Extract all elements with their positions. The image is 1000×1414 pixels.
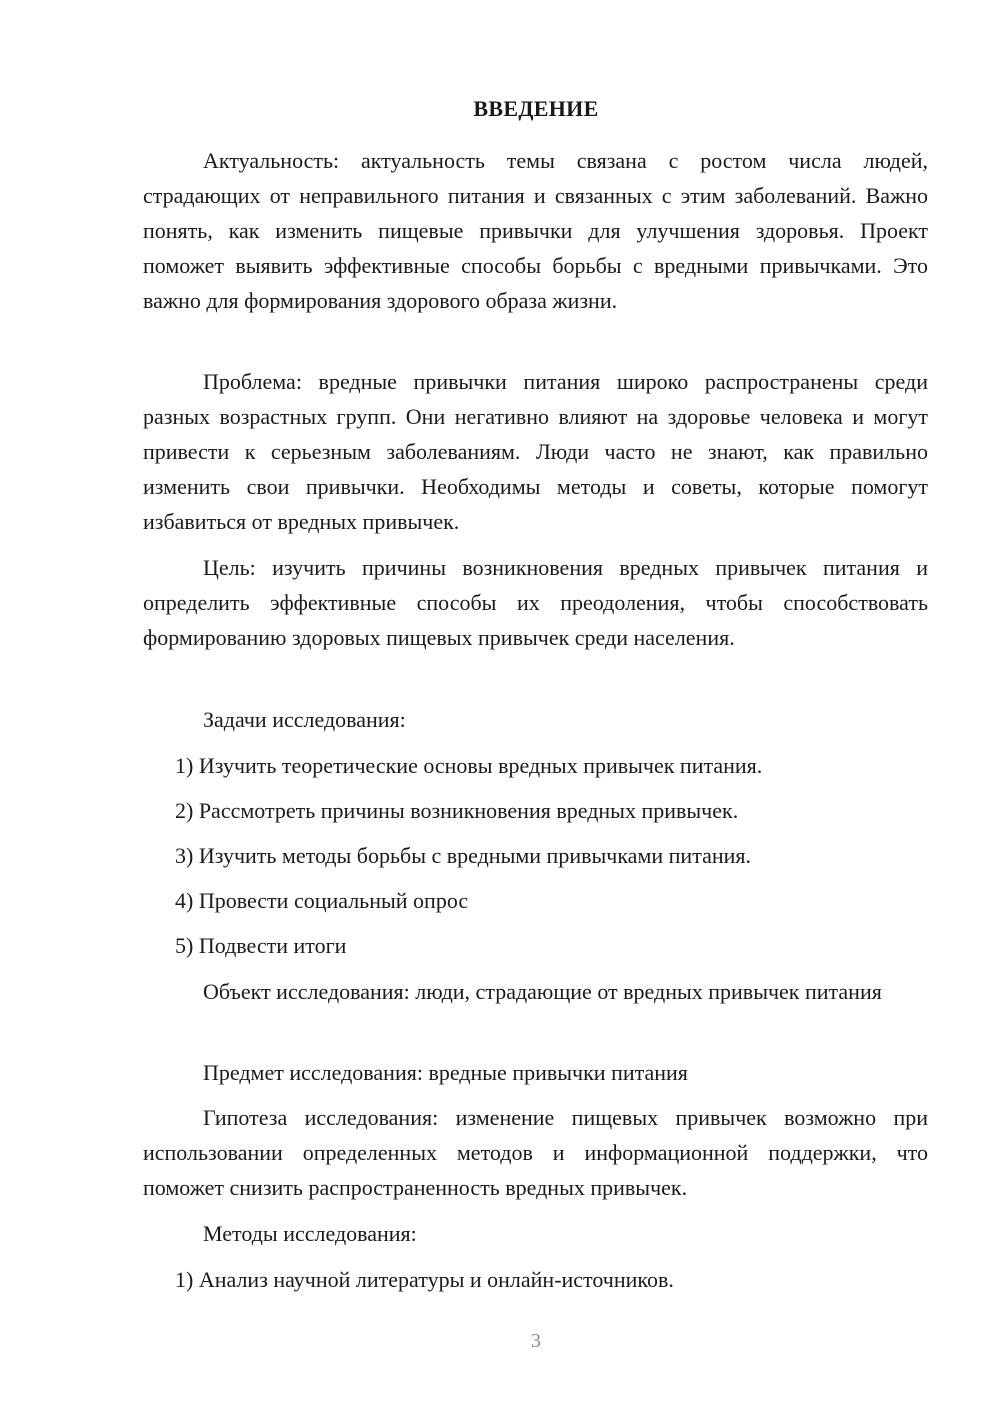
task-item: 5) Подвести итоги: [175, 933, 347, 958]
subject-paragraph: Предмет исследования: вредные привычки питания: [203, 1060, 688, 1085]
task-item: 1) Изучить теоретические основы вредных привычек питания.: [175, 753, 763, 778]
method-item: 1) Анализ научной литературы и онлайн-источников.: [175, 1267, 674, 1292]
object-paragraph: Объект исследования: люди, страдающие от вредных привычек питания: [203, 979, 882, 1004]
methods-heading: Методы исследования:: [203, 1221, 417, 1246]
page-number: 3: [531, 1330, 541, 1352]
problem-paragraph: Проблема: вредные привычки питания широко распространены среди разных возрастных групп. Они негативно влияют на здоровье человека и могут привести к серьезным заболеваниям. Люди часто не знают, как правильно изменить свои привычки. Необходимы методы и советы, которые помогут избавиться от вредных привычек.: [143, 369, 928, 534]
relevance-paragraph: Актуальность: актуальность темы связана с ростом числа людей, страдающих от неправильного питания и связанных с этим заболеваний. Важно понять, как изменить пищевые привычки для улучшения здоровья. Проект поможет выявить эффективные способы борьбы с вредными привычками. Это важно для формирования здорового образа жизни.: [143, 148, 928, 313]
task-item: 2) Рассмотреть причины возникновения вредных привычек.: [175, 798, 739, 823]
goal-paragraph: Цель: изучить причины возникновения вредных привычек питания и определить эффективные способы их преодоления, чтобы способствовать формированию здоровых пищевых привычек среди населения.: [143, 555, 928, 650]
section-title: ВВЕДЕНИЕ: [473, 96, 599, 121]
tasks-heading: Задачи исследования:: [203, 707, 406, 732]
task-item: 4) Провести социальный опрос: [175, 888, 469, 913]
hypothesis-paragraph: Гипотеза исследования: изменение пищевых привычек возможно при использовании определенных методов и информационной поддержки, что поможет снизить распространенность вредных привычек.: [143, 1105, 928, 1200]
task-item: 3) Изучить методы борьбы с вредными привычками питания.: [175, 843, 752, 868]
